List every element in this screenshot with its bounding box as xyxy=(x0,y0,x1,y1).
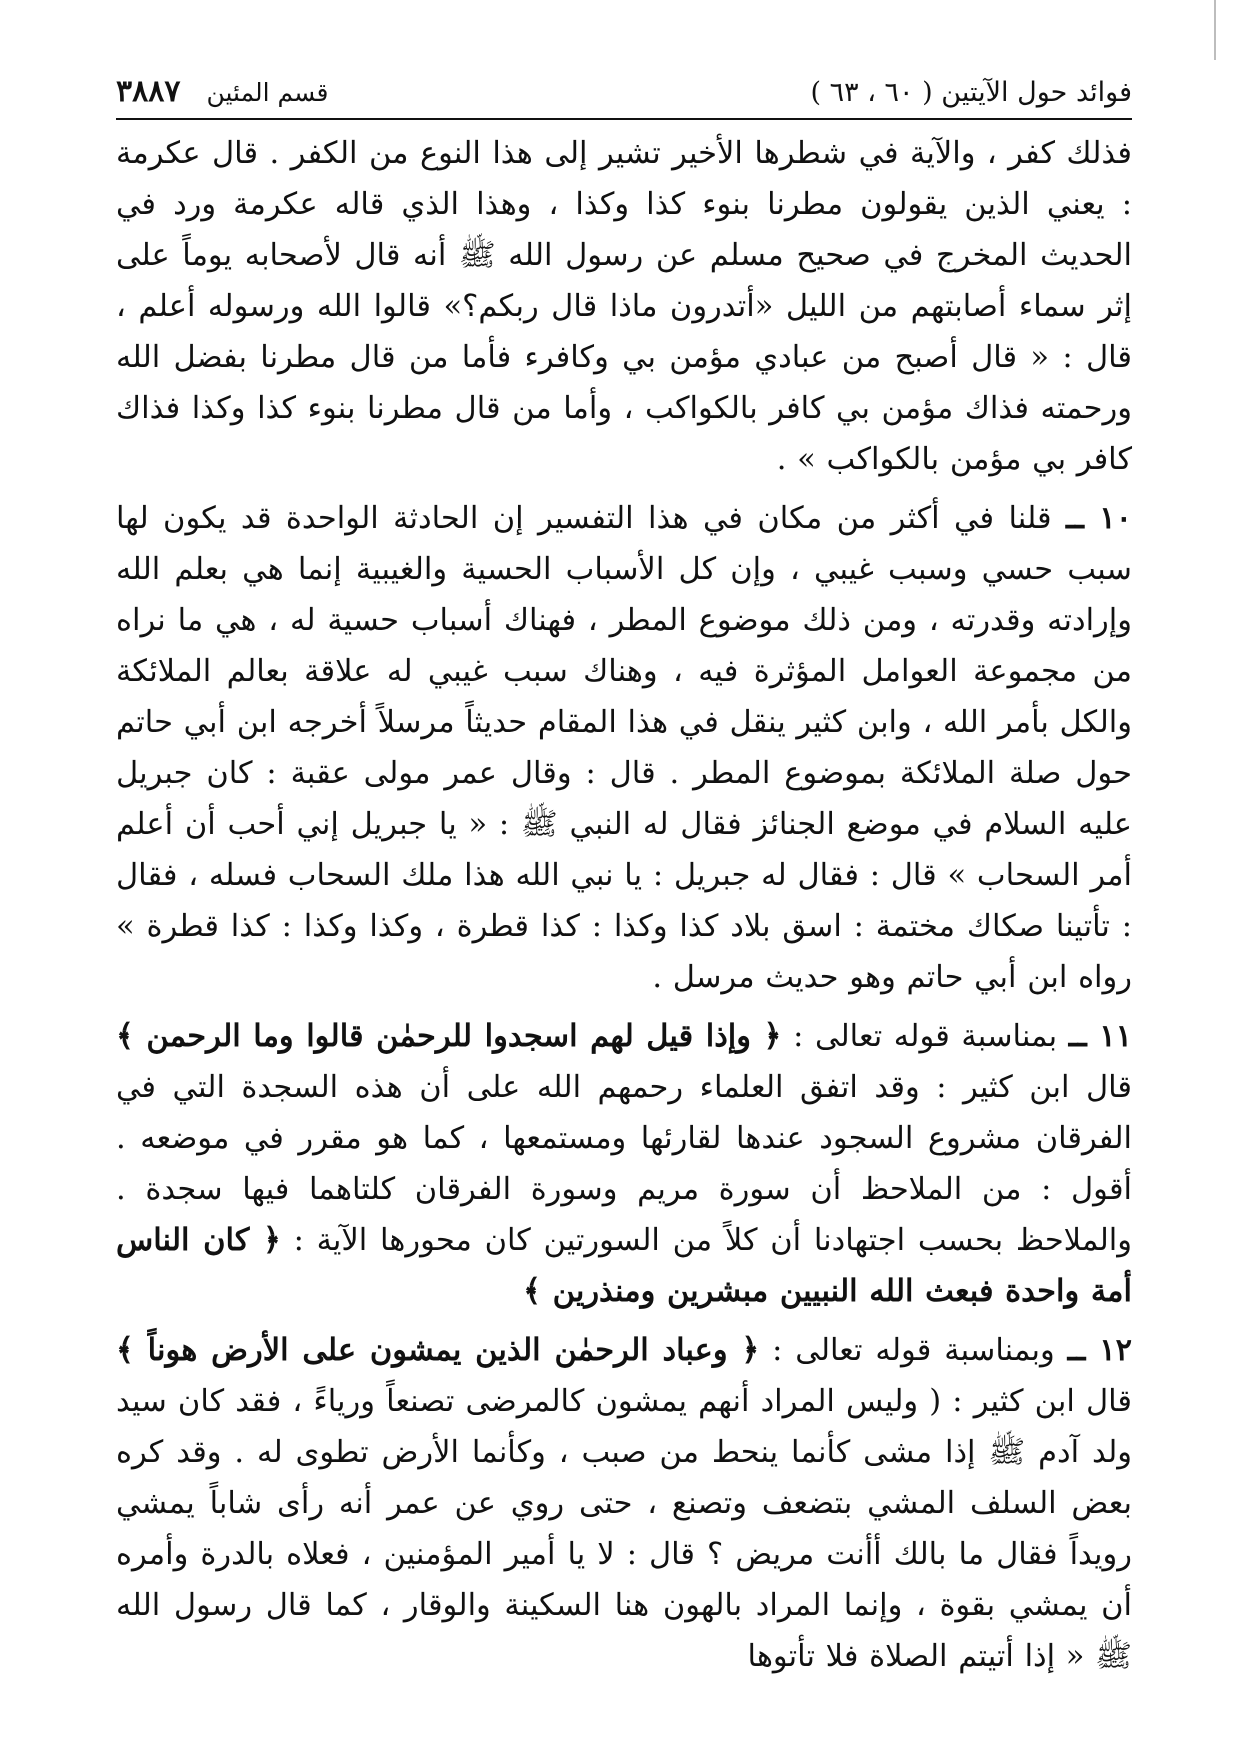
header-left-group xyxy=(116,72,328,113)
running-header xyxy=(116,72,1132,116)
paragraph-intro: بمناسبة قوله تعالى : xyxy=(793,1019,1058,1054)
quranic-verse: ﴿ وعباد الرحمٰن الذين يمشون على الأرض هوناً ﴾ xyxy=(116,1332,760,1368)
paragraph-number: ١١ ــ xyxy=(1068,1018,1132,1054)
quranic-verse: ﴿ وإذا قيل لهم اسجدوا للرحمٰن قالوا وما الرحمن ﴾ xyxy=(116,1018,782,1054)
paragraph-11 xyxy=(116,1011,1132,1317)
paragraph-body: فذلك كفر ، والآية في شطرها الأخير تشير إلى هذا النوع من الكفر . قال عكرمة : يعني الذين يقولون مطرنا بنوء كذا وكذا ، وهذا الذي قاله عكرمة ورد في الحديث المخرج في صحيح مسلم عن رسول الله ﷺ أنه قال لأصحابه يوماً على إثر سماء أصابتهم من الليل «أتدرون ماذا قال ربكم؟» قالوا الله ورسوله أعلم ، قال : « قال أصبح من عبادي مؤمن بي وكافرء فأما من قال مطرنا بفضل الله ورحمته فذاك مؤمن بي كافر بالكواكب ، وأما من قال مطرنا بنوء كذا وكذا فذاك كافر بي مؤمن بالكواكب » . xyxy=(116,136,1132,477)
section-name: قسم المئين xyxy=(206,78,329,107)
paragraph-number: ١٢ ــ xyxy=(1067,1332,1133,1368)
paragraph-10 xyxy=(116,493,1132,1003)
paragraph-12 xyxy=(116,1325,1132,1682)
paragraph-number: ١٠ ــ xyxy=(1066,500,1132,536)
header-rule xyxy=(116,118,1132,120)
paragraph-continuation xyxy=(116,128,1132,485)
paragraph-body: قلنا في أكثر من مكان في هذا التفسير إن الحادثة الواحدة قد يكون لها سبب حسي وسبب غيبي ، وإن كل الأسباب الحسية والغيبية إنما هي بعلم الله وإرادته وقدرته ، ومن ذلك موضوع المطر ، فهناك أسباب حسية له ، هي ما نراه من مجموعة العوامل المؤثرة فيه ، وهناك سبب غيبي له علاقة بعالم الملائكة والكل بأمر الله ، وابن كثير ينقل في هذا المقام حديثاً مرسلاً أخرجه ابن أبي حاتم حول صلة الملائكة بموضوع المطر . قال : وقال عمر مولى عقبة : كان جبريل عليه السلام في موضع الجنائز فقال له النبي ﷺ : « يا جبريل إني أحب أن أعلم أمر السحاب » قال : فقال له جبريل : يا نبي الله هذا ملك السحاب فسله ، فقال : تأتينا صكاك مختمة : اسق بلاد كذا وكذا : كذا قطرة ، وكذا وكذا : كذا قطرة » رواه ابن أبي حاتم وهو حديث مرسل . xyxy=(116,501,1132,995)
page-edge-line xyxy=(1214,0,1216,60)
paragraph-intro: وبمناسبة قوله تعالى : xyxy=(772,1333,1055,1368)
quranic-verse-end: ﴿ كان الناس أمة واحدة فبعث الله النبيين مبشرين ومنذرين ﴾ xyxy=(116,1222,1132,1309)
running-title: فوائد حول الآيتين ( ٦٠ ، ٦٣ ) xyxy=(810,77,1132,108)
paragraph-body: قال ابن كثير : وقد اتفق العلماء رحمهم الله على أن هذه السجدة التي في الفرقان مشروع السجود عندها لقارئها ومستمعها ، كما هو مقرر في موضعه . أقول : من الملاحظ أن سورة مريم وسورة الفرقان كلتاهما فيها سجدة . والملاحظ بحسب اجتهادنا أن كلاً من السورتين كان محورها الآية : xyxy=(116,1070,1132,1258)
page-number: ٣٨٨٧ xyxy=(116,74,181,109)
document-page xyxy=(116,72,1132,1682)
paragraph-body: قال ابن كثير : ( وليس المراد أنهم يمشون كالمرضى تصنعاً ورياءً ، فقد كان سيد ولد آدم ﷺ إذا مشى كأنما ينحط من صبب ، وكأنما الأرض تطوى له . وقد كره بعض السلف المشي بتضعف وتصنع ، حتى روي عن عمر أنه رأى شاباً يمشي رويداً فقال ما بالك أأنت مريض ؟ قال : لا يا أمير المؤمنين ، فعلاه بالدرة وأمره أن يمشي بقوة ، وإنما المراد بالهون هنا السكينة والوقار ، كما قال رسول الله ﷺ « إذا أتيتم الصلاة فلا تأتوها xyxy=(116,1384,1133,1674)
